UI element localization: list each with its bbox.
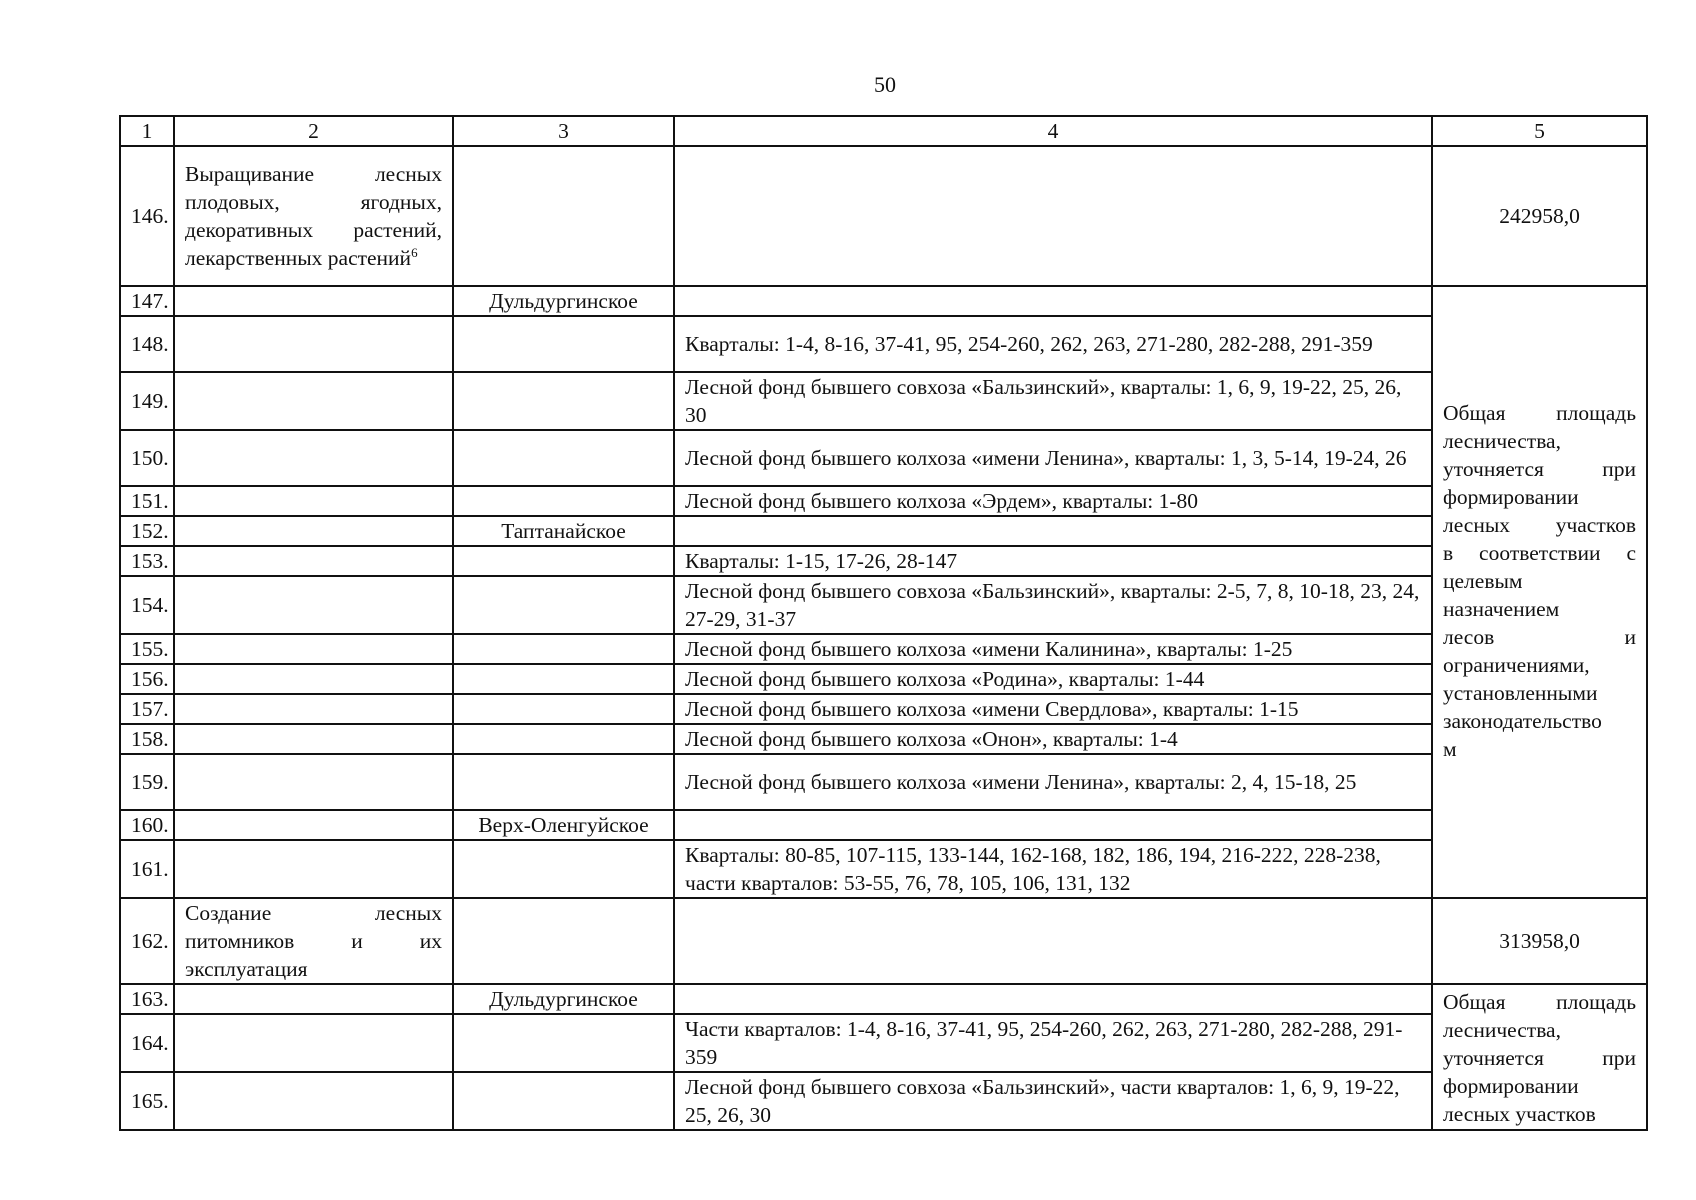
- table-row: [120, 546, 1647, 576]
- forestry-district-cell: [453, 486, 674, 516]
- row-number: 156.: [120, 664, 174, 694]
- header-cell: 2: [174, 116, 453, 146]
- row-number: 149.: [120, 372, 174, 430]
- quarters-cell: [674, 898, 1432, 984]
- quarters-cell: Лесной фонд бывшего совхоза «Бальзинский», кварталы: 1, 6, 9, 19-22, 25, 26, 30: [674, 372, 1432, 430]
- area-note-cell: [1432, 984, 1647, 1130]
- activity-cell: [174, 984, 453, 1014]
- row-number: 153.: [120, 546, 174, 576]
- activity-cell: [174, 430, 453, 486]
- quarters-cell: Лесной фонд бывшего колхоза «Родина», кварталы: 1-44: [674, 664, 1432, 694]
- activity-text: Создание лесных питомников и их эксплуатация: [185, 901, 442, 981]
- activity-cell: [174, 724, 453, 754]
- quarters-cell: Лесной фонд бывшего колхоза «имени Ленина», кварталы: 2, 4, 15-18, 25: [674, 754, 1432, 810]
- activity-cell: [174, 810, 453, 840]
- forestry-district-cell: [453, 146, 674, 286]
- footnote-marker: 6: [411, 244, 418, 260]
- area-note-line: целевым: [1443, 569, 1523, 593]
- area-note-line: уточняется при: [1443, 457, 1636, 481]
- activity-cell: [174, 576, 453, 634]
- area-note-line: назначением: [1443, 597, 1560, 621]
- quarters-cell: Части кварталов: 1-4, 8-16, 37-41, 95, 254-260, 262, 263, 271-280, 282-288, 291-359: [674, 1014, 1432, 1072]
- activity-cell: [174, 146, 453, 286]
- table-row: [120, 430, 1647, 486]
- forestry-district-cell: Дульдургинское: [453, 286, 674, 316]
- activity-cell: [174, 898, 453, 984]
- activity-text: Выращивание лесных плодовых, ягодных, декоративных растений, лекарственных растений: [185, 162, 442, 270]
- row-number: 161.: [120, 840, 174, 898]
- forestry-district-cell: Верх-Оленгуйское: [453, 810, 674, 840]
- forestry-district-cell: [453, 754, 674, 810]
- activity-cell: [174, 516, 453, 546]
- activity-cell: [174, 546, 453, 576]
- forestry-district-cell: [453, 316, 674, 372]
- row-number: 163.: [120, 984, 174, 1014]
- forestry-district-cell: [453, 372, 674, 430]
- forestry-district-cell: Дульдургинское: [453, 984, 674, 1014]
- activity-cell: [174, 664, 453, 694]
- forestry-district-cell: [453, 1072, 674, 1130]
- quarters-cell: Лесной фонд бывшего колхоза «Эрдем», кварталы: 1-80: [674, 486, 1432, 516]
- table-row: [120, 840, 1647, 898]
- quarters-cell: Лесной фонд бывшего совхоза «Бальзинский», части кварталов: 1, 6, 9, 19-22, 25, 26, 30: [674, 1072, 1432, 1130]
- forestry-district-cell: Таптанайское: [453, 516, 674, 546]
- quarters-cell: Лесной фонд бывшего совхоза «Бальзинский», кварталы: 2-5, 7, 8, 10-18, 23, 24, 27-29, 31-37: [674, 576, 1432, 634]
- row-number: 147.: [120, 286, 174, 316]
- header-cell: 4: [674, 116, 1432, 146]
- header-cell: 5: [1432, 116, 1647, 146]
- area-note-line: уточняется при: [1443, 1046, 1636, 1070]
- quarters-cell: [674, 516, 1432, 546]
- row-number: 148.: [120, 316, 174, 372]
- area-note-line: лесов и: [1443, 625, 1636, 649]
- table-row: [120, 724, 1647, 754]
- area-value-cell: 242958,0: [1432, 146, 1647, 286]
- quarters-cell: Лесной фонд бывшего колхоза «имени Калинина», кварталы: 1-25: [674, 634, 1432, 664]
- quarters-cell: [674, 146, 1432, 286]
- activity-cell: [174, 486, 453, 516]
- area-note-line: лесничества,: [1443, 1018, 1561, 1042]
- quarters-cell: [674, 286, 1432, 316]
- quarters-cell: Лесной фонд бывшего колхоза «Онон», кварталы: 1-4: [674, 724, 1432, 754]
- area-note-line: законодательство: [1443, 709, 1602, 733]
- area-value-cell: 313958,0: [1432, 898, 1647, 984]
- activity-cell: [174, 754, 453, 810]
- table-row: [120, 754, 1647, 810]
- area-note-cell: [1432, 286, 1647, 898]
- row-number: 159.: [120, 754, 174, 810]
- activity-cell: [174, 1072, 453, 1130]
- forestry-district-cell: [453, 840, 674, 898]
- table-row: [120, 634, 1647, 664]
- quarters-cell: Лесной фонд бывшего колхоза «имени Ленина», кварталы: 1, 3, 5-14, 19-24, 26: [674, 430, 1432, 486]
- table-row: [120, 694, 1647, 724]
- quarters-cell: [674, 984, 1432, 1014]
- row-number: 160.: [120, 810, 174, 840]
- quarters-cell: Кварталы: 80-85, 107-115, 133-144, 162-168, 182, 186, 194, 216-222, 228-238, части кварталов: 53-55, 76, 78, 105, 106, 131, 132: [674, 840, 1432, 898]
- table-row: [120, 316, 1647, 372]
- activity-cell: [174, 840, 453, 898]
- table-row: [120, 898, 1647, 984]
- forestry-district-cell: [453, 1014, 674, 1072]
- row-number: 151.: [120, 486, 174, 516]
- table-row: [120, 286, 1647, 316]
- forestry-district-cell: [453, 634, 674, 664]
- table-row: [120, 516, 1647, 546]
- activity-cell: [174, 316, 453, 372]
- forestry-district-cell: [453, 724, 674, 754]
- activity-cell: [174, 634, 453, 664]
- forestry-district-cell: [453, 546, 674, 576]
- row-number: 165.: [120, 1072, 174, 1130]
- table-row: [120, 810, 1647, 840]
- row-number: 157.: [120, 694, 174, 724]
- area-note-line: ограничениями,: [1443, 653, 1590, 677]
- page-number: 50: [874, 72, 896, 97]
- table-row: [120, 664, 1647, 694]
- forestry-district-cell: [453, 430, 674, 486]
- forestry-district-cell: [453, 694, 674, 724]
- forestry-district-cell: [453, 664, 674, 694]
- quarters-cell: Кварталы: 1-15, 17-26, 28-147: [674, 546, 1432, 576]
- activity-cell: [174, 694, 453, 724]
- activity-cell: [174, 372, 453, 430]
- area-note-line: м: [1443, 737, 1457, 761]
- forestry-district-cell: [453, 898, 674, 984]
- quarters-cell: Кварталы: 1-4, 8-16, 37-41, 95, 254-260, 262, 263, 271-280, 282-288, 291-359: [674, 316, 1432, 372]
- row-number: 164.: [120, 1014, 174, 1072]
- row-number: 155.: [120, 634, 174, 664]
- area-note-line: установленными: [1443, 681, 1598, 705]
- table-row: [120, 146, 1647, 286]
- row-number: 146.: [120, 146, 174, 286]
- table-row: [120, 1072, 1647, 1130]
- header-cell: 1: [120, 116, 174, 146]
- forestry-district-cell: [453, 576, 674, 634]
- row-number: 162.: [120, 898, 174, 984]
- area-note-line: в соответствии с: [1443, 541, 1636, 565]
- area-note-line: лесных участков: [1443, 1102, 1596, 1126]
- row-number: 150.: [120, 430, 174, 486]
- table-row: [120, 486, 1647, 516]
- activity-cell: [174, 286, 453, 316]
- area-note-line: лесничества,: [1443, 429, 1561, 453]
- header-cell: 3: [453, 116, 674, 146]
- area-note-line: Общая площадь: [1443, 401, 1636, 425]
- activity-cell: [174, 1014, 453, 1072]
- area-note-line: лесных участков: [1443, 513, 1636, 537]
- forestry-table: [119, 115, 1648, 1131]
- table-row: [120, 984, 1647, 1014]
- row-number: 154.: [120, 576, 174, 634]
- area-note-line: Общая площадь: [1443, 990, 1636, 1014]
- row-number: 152.: [120, 516, 174, 546]
- quarters-cell: [674, 810, 1432, 840]
- area-note-line: формировании: [1443, 1074, 1579, 1098]
- table-header-row: [120, 116, 1647, 146]
- row-number: 158.: [120, 724, 174, 754]
- table-row: [120, 1014, 1647, 1072]
- area-note-line: формировании: [1443, 485, 1579, 509]
- quarters-cell: Лесной фонд бывшего колхоза «имени Свердлова», кварталы: 1-15: [674, 694, 1432, 724]
- table-row: [120, 576, 1647, 634]
- table-row: [120, 372, 1647, 430]
